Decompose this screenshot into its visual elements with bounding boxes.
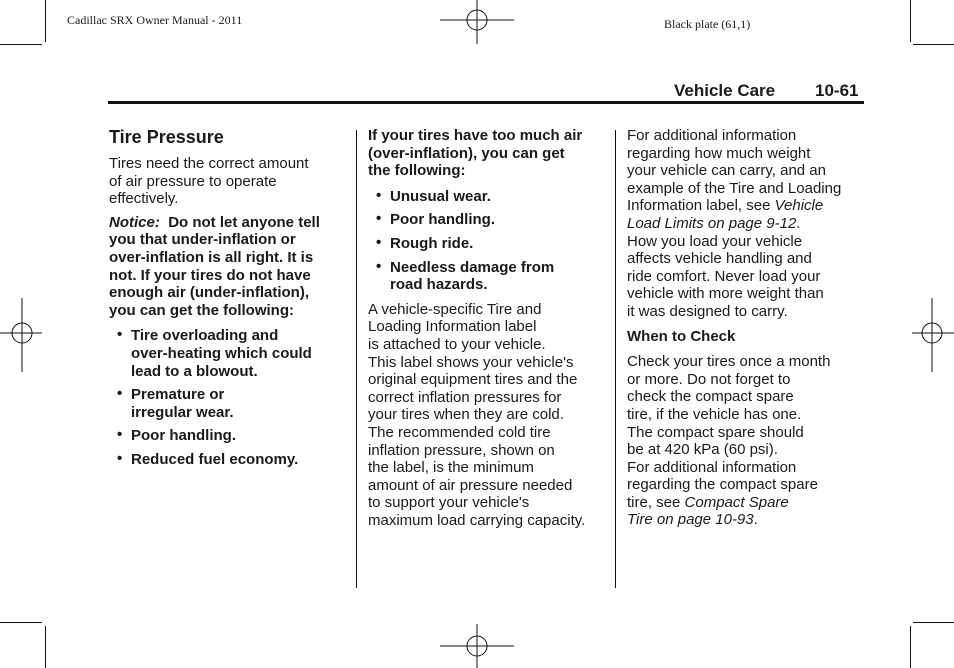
- list-item: • Reduced fuel economy.: [117, 449, 299, 468]
- column-divider: [356, 130, 357, 588]
- cross-reference: Tire on page 10-93: [627, 511, 754, 529]
- bullet: •: [376, 210, 382, 228]
- bullet: •: [376, 186, 382, 204]
- notice-paragraph: Notice: Do not let anyone tell you that under-inflation or over-inflation is all right. It is not. If your tires do not have enough air (under-inflation), you can get the following:: [109, 213, 320, 319]
- bullet: •: [376, 233, 382, 251]
- notice-label: Notice:: [109, 213, 160, 231]
- section-title: Tire Pressure: [109, 127, 224, 147]
- header-rule: [108, 101, 864, 104]
- page-number: 10-61: [815, 81, 859, 100]
- column-3: [627, 127, 867, 529]
- list-item: • Rough ride.: [376, 233, 474, 252]
- registration-mark-right: [912, 298, 954, 372]
- bullet: •: [117, 426, 123, 444]
- cross-reference: Vehicle: [774, 197, 824, 215]
- list-item: • Premature or irregular wear.: [117, 385, 234, 421]
- list-item: • Poor handling.: [376, 210, 495, 229]
- subheading-when-to-check: When to Check: [627, 327, 736, 345]
- section-name: Vehicle Care: [674, 81, 776, 100]
- manual-title: Cadillac SRX Owner Manual - 2011: [67, 13, 243, 27]
- registration-mark-left: [0, 298, 42, 372]
- list-item: • Poor handling.: [117, 426, 236, 445]
- crop-mark: [0, 622, 42, 623]
- crop-mark: [913, 44, 954, 45]
- bullet: •: [117, 326, 123, 344]
- over-inflation-heading: If your tires have too much air (over-inflation), you can get the following:: [368, 127, 583, 180]
- over-inflation-bullet-list: [368, 188, 608, 294]
- crop-mark: [45, 626, 46, 668]
- bullet: •: [117, 385, 123, 403]
- tire-label-paragraph: A vehicle-specific Tire and Loading Information label is attached to your vehicle. This label shows your vehicle's original equipment tires and the correct inflation pressures for your tires when they are cold. The recommended cold tire inflation pressure, shown on the label, is the minimum amount of air pressure needed to support your vehicle's maximum load carrying capacity.: [368, 300, 586, 529]
- cross-reference: Compact Spare: [684, 493, 789, 511]
- check-paragraph: Check your tires once a month or more. Do not forget to check the compact spare tire, if the vehicle has one. The compact spare should be at 420 kPa (60 psi). For additional information regarding the compact spare tire, see Compact Spare Tire on page 10-93.: [627, 353, 831, 529]
- list-item: • Needless damage from road hazards.: [376, 257, 555, 294]
- plate-label: Black plate (61,1): [664, 17, 751, 31]
- crop-mark: [0, 44, 42, 45]
- list-item: • Tire overloading and over-heating which could lead to a blowout.: [117, 326, 312, 380]
- column-1: [109, 127, 349, 469]
- crop-mark: [910, 626, 911, 668]
- registration-mark-top: [440, 0, 514, 44]
- cross-reference: Load Limits on page 9-12: [627, 214, 797, 232]
- bullet: •: [117, 449, 123, 467]
- notice-bullet-list: [109, 327, 349, 468]
- crop-mark: [913, 622, 954, 623]
- list-item: • Unusual wear.: [376, 186, 491, 205]
- registration-mark-bottom: [440, 624, 514, 668]
- crop-mark: [910, 0, 911, 42]
- intro-paragraph: Tires need the correct amount of air pressure to operate effectively.: [109, 155, 309, 208]
- column-divider: [615, 130, 616, 588]
- column-2: [368, 127, 608, 529]
- crop-mark: [45, 0, 46, 42]
- load-info-paragraph: For additional information regarding how much weight your vehicle can carry, and an example of the Tire and Loading Information label, see Vehicle Load Limits on page 9-12. How you load your vehicle affects vehicle handling and ride comfort. Never load your vehicle with more weight than it was designed to carry.: [627, 127, 842, 320]
- bullet: •: [376, 257, 382, 275]
